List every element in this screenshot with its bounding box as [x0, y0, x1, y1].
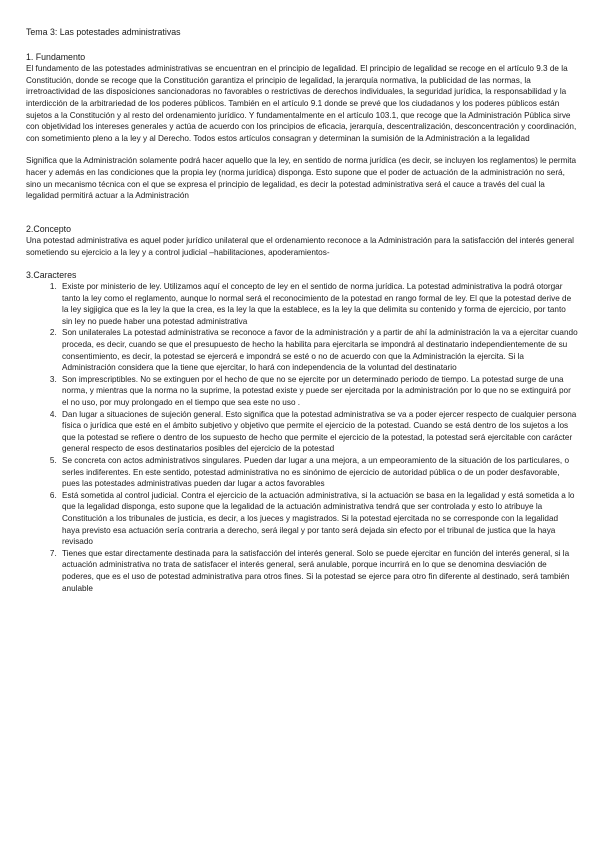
list-item: 3. Son imprescriptibles. No se extinguen por el hecho de que no se ejercite por un determinado periodo de tiempo. La potestad surge de una norma, y mientras que la norma no la suprime, la potestad existe y puede ser ejercitada por la administración por lo que no se extinguirá por el no uso, por muy prolongado en el tiempo que sea este no uso .	[59, 374, 578, 409]
paragraph-fundamento-2: Significa que la Administración solamente podrá hacer aquello que la ley, en sentido de norma jurídica (es decir, se incluyen los reglamentos) le permita hacer y además en las condiciones que la propia ley (norma jurídica) disponga. Esto supone que el poder de actuación de la administración no será, sino un mecanismo técnica con el que se expresa el principio de legalidad, es decir la potestad administrativa será el cauce a través del cual la legalidad permitirá actuar a la Administración	[26, 156, 577, 201]
document-page	[26, 27, 578, 594]
list-item: 7. Tienes que estar directamente destinada para la satisfacción del interés general. Solo se puede ejercitar en función del interés general, si la actuación administrativa no trata de satisfacer el interés general, será anulable, porque incurrirá en lo que se denomina desviación de poderes, que es el uso de potestad administrativa para otros fines. Si la potestad se ejerce para otro fin diferente al destinado, será también anulable	[59, 548, 578, 594]
list-item: 1. Existe por ministerio de ley. Utilizamos aquí el concepto de ley en el sentido de norma jurídica. La potestad administrativa la podrá otorgar tanto la ley como el reglamento, aunque lo normal será el reconocimiento de la potestad en rango formal de ley. El que la potestad derive de la ley sigjigica que es la ley la que la crea, es la ley la que la establece, es la ley la que delimita su contenido y forma de ejercicio, por tanto sin ley no puede haber una potestad administrativa	[59, 281, 578, 327]
list-item: 2. Son unilaterales La potestad administrativa se reconoce a favor de la administración y a partir de ahí la administración la va a ejercitar cuando proceda, es decir, cuando se que el presupuesto de hecho la habilita para ejercitarla se impondrá al destinatario independientemente de su consentimiento, es decir, la potestad se ejercerá e impondrá se esté o no de acuerdo con que la Administración la ejercita. Si la Administración considera que la tiene que ejercitar, lo hará con independencia de la voluntad del destinatario	[59, 327, 578, 373]
list-item: 6. Está sometida al control judicial. Contra el ejercicio de la actuación administrativa, si la actuación se basa en la legalidad y está sometida a lo que la legalidad disponga, esto supone que la legalidad de la actuación administrativa tendrá que ser controlada y esto lo atribuye la Constitución a los tribunales de justicia, es decir, a los jueces y magistrados. Si la potestad ejercitada no se corresponde con la legalidad haya previsto esa actuación sería contraria a derecho, será ilegal y por tanto será dejada sin efecto por el tribunal de justica que la haya revisado	[59, 490, 578, 548]
paragraph-fundamento-1: El fundamento de las potestades administrativas se encuentran en el principio de legalidad. El principio de legalidad se recoge en el artículo 9.3 de la Constitución, donde se recoge que la Constitución garantiza el principio de legalidad, la jerarquía normativa, la publicidad de las normas, la irretroactividad de las disposiciones sancionadoras no favorables o restrictivas de derechos individuales, la seguridad jurídica, la responsabilidad y la interdicción de la arbitrariedad de los poderes públicos. También en el artículo 9.1 donde se prevé que los ciudadanos y los poderes públicos están sujetos a la Constitución y al resto del ordenamiento jurídico. Y fundamentalmente en el artículo 103.1, que recoge que la Administración Pública sirve con objetividad los intereses generales y actúa de acuerdo con los principios de eficacia, jerarquía, descentralización, desconcentración y coordinación, con sometimiento pleno a la ley y al Derecho. Todos estos artículos consagran y determinan la sumisión de la Administración a la legalidad	[26, 64, 577, 143]
list-item: 4. Dan lugar a situaciones de sujeción general. Esto significa que la potestad administrativa se va a poder ejercer respecto de cualquier persona física o jurídica que esté en el ámbito subjetivo y objetivo que permite el ejercicio de la potestad. Cuando se está dentro de los sujetos a los que la potestad se refiere o dentro de los supuesto de hecho que permite el ejercicio de la potestad, la potestad será ejercitable con carácter general respecto de esos destinatarios posibles del ejercicio de la potestad	[59, 409, 578, 455]
section-heading-concepto: 2.Concepto	[26, 223, 71, 234]
section-heading-fundamento: 1. Fundamento	[26, 51, 86, 62]
section-heading-caracteres: 3.Caracteres	[26, 269, 77, 280]
document-title: Tema 3: Las potestades administrativas	[26, 27, 181, 37]
caracteres-list	[26, 281, 578, 594]
paragraph-concepto: Una potestad administrativa es aquel poder jurídico unilateral que el ordenamiento reconoce a la Administración para la satisfacción del interés general sometiendo su ejercicio a la ley y a control judicial –habilitaciones, apoderamientos-	[26, 236, 574, 257]
list-item: 5. Se concreta con actos administrativos singulares. Pueden dar lugar a una mejora, a un empeoramiento de la situación de los particulares, o serles indiferentes. En este sentido, potestad administrativa no es sinónimo de ejercicio de autoridad pública o de un poder desfavorable, pues las potestades administrativas pueden dar lugar a actos favorables	[59, 455, 578, 490]
